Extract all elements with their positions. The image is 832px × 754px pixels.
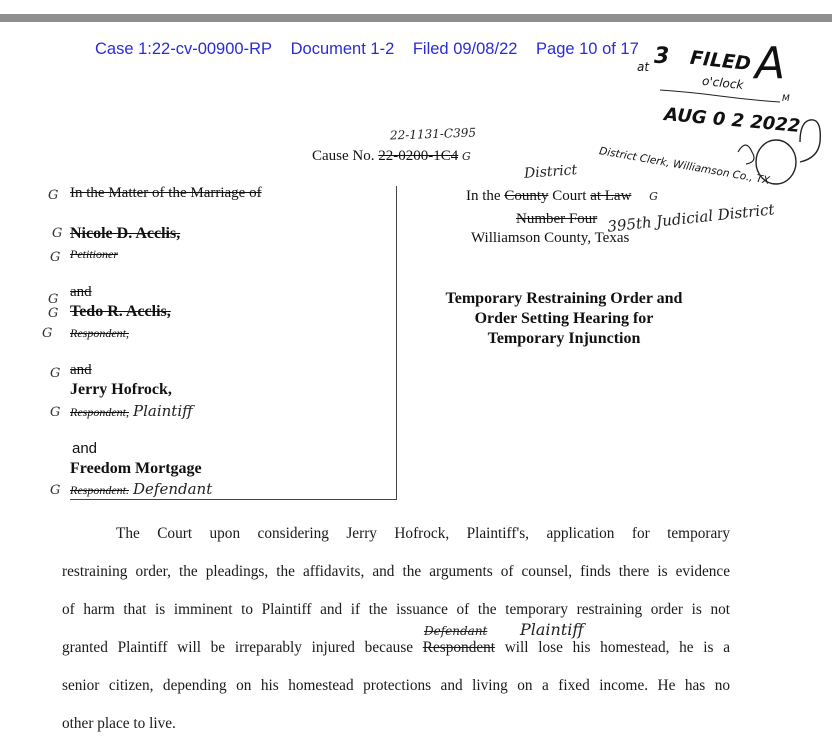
inserted-district: District <box>523 162 578 182</box>
party4-role-struck: Respondent. <box>70 483 129 497</box>
party3-role-struck: Respondent, <box>70 405 129 419</box>
margin-mark: G <box>50 250 61 265</box>
party4-role-new: Defendant <box>133 480 213 498</box>
in-the: In the <box>466 188 501 204</box>
and-1: and <box>70 284 92 300</box>
stamp-m: M <box>782 94 790 104</box>
cause-number-line <box>312 148 471 165</box>
court-line <box>466 188 658 205</box>
order-title-line-2: Order Setting Hearing for <box>474 310 654 327</box>
margin-mark: G <box>48 306 59 321</box>
order-title-line-1: Temporary Restraining Order and <box>445 290 683 307</box>
and-2: and <box>70 362 92 378</box>
margin-mark: G <box>48 292 59 307</box>
stamp-oclock: o'clock <box>701 73 745 93</box>
stamp-date: AUG 0 2 2022 <box>663 104 802 137</box>
body-line-3: of harm that is imminent to Plaintiff and if the issuance of the temporary restraining order is not <box>62 601 730 618</box>
page-number: Page 10 of 17 <box>536 40 639 58</box>
party2-role: Respondent, <box>70 326 129 340</box>
stamp-filed: FILED <box>689 46 752 76</box>
viewer-top-bar <box>0 14 832 22</box>
margin-mark: G <box>50 366 61 381</box>
party4-role <box>70 480 212 499</box>
inserted-defendant-struck: Defendant <box>424 624 488 638</box>
margin-mark: G <box>42 326 53 341</box>
body-line-4-a: granted Plaintiff will be irreparably injured because <box>62 639 414 656</box>
case-number: Case 1:22-cv-00900-RP <box>95 40 273 58</box>
body-line-5: senior citizen, depending on his homestead protections and living on a fixed income. He has no <box>62 677 730 694</box>
inserted-plaintiff: Plaintiff <box>520 620 584 639</box>
body-line-4-b: will lose his homestead, he is a <box>504 639 730 656</box>
body-line-4-struck: Respondent <box>422 639 496 656</box>
order-title-line-3: Temporary Injunction <box>487 330 641 347</box>
stamp-signature-scribble <box>650 62 830 192</box>
filed-date: Filed 09/08/22 <box>412 40 518 58</box>
party3-role <box>70 402 193 421</box>
stamp-time-mark: 3 <box>654 44 670 69</box>
stamp-initial: A <box>755 38 786 89</box>
caption-divider-horizontal <box>70 499 397 500</box>
court: Court <box>552 188 587 204</box>
body-line-6: other place to live. <box>62 715 176 732</box>
inserted-judicial: 395th Judicial District <box>606 200 776 236</box>
cause-initial-mark: G <box>462 150 471 163</box>
cause-number-new: 22-1131-C395 <box>389 125 477 143</box>
caption-matter: In the Matter of the Marriage of <box>70 185 262 201</box>
body-line-1: The Court upon considering Jerry Hofrock, Plaintiff's, application for temporary <box>116 525 730 542</box>
margin-mark: G <box>48 188 59 203</box>
cause-number-old: 22-0200-1C4 <box>378 148 459 164</box>
party1-name: Nicole D. Acclis, <box>70 225 181 242</box>
party3-name: Jerry Hofrock, <box>70 381 172 398</box>
county-line: Williamson County, Texas <box>471 230 630 246</box>
caption-divider-vertical <box>396 186 397 499</box>
court-mark: G <box>649 190 658 203</box>
at-law-struck: at Law <box>590 188 632 204</box>
stamp-at: at <box>637 60 650 74</box>
pacer-header <box>95 40 653 59</box>
court-struck: County <box>504 188 549 204</box>
body-line-4 <box>62 629 730 667</box>
and-3: and <box>72 440 98 457</box>
body-paragraph <box>62 515 730 743</box>
caption-divider-tick <box>396 186 397 196</box>
margin-mark: G <box>52 226 63 241</box>
body-line-2: restraining order, the pleadings, the affidavits, and the arguments of counsel, finds there is evidence <box>62 563 730 580</box>
number-struck: Number Four <box>516 211 598 227</box>
number-line <box>516 200 776 236</box>
stamp-clerk: District Clerk, Williamson Co., TX <box>598 145 771 187</box>
margin-mark: G <box>50 483 61 498</box>
party4-name: Freedom Mortgage <box>70 460 202 477</box>
party2-name: Tedo R. Acclis, <box>70 303 171 320</box>
party1-role: Petitioner <box>70 247 118 261</box>
margin-mark: G <box>50 405 61 420</box>
cause-label: Cause No. <box>312 148 375 164</box>
document-number: Document 1-2 <box>290 40 395 58</box>
party3-role-new: Plaintiff <box>133 402 193 420</box>
